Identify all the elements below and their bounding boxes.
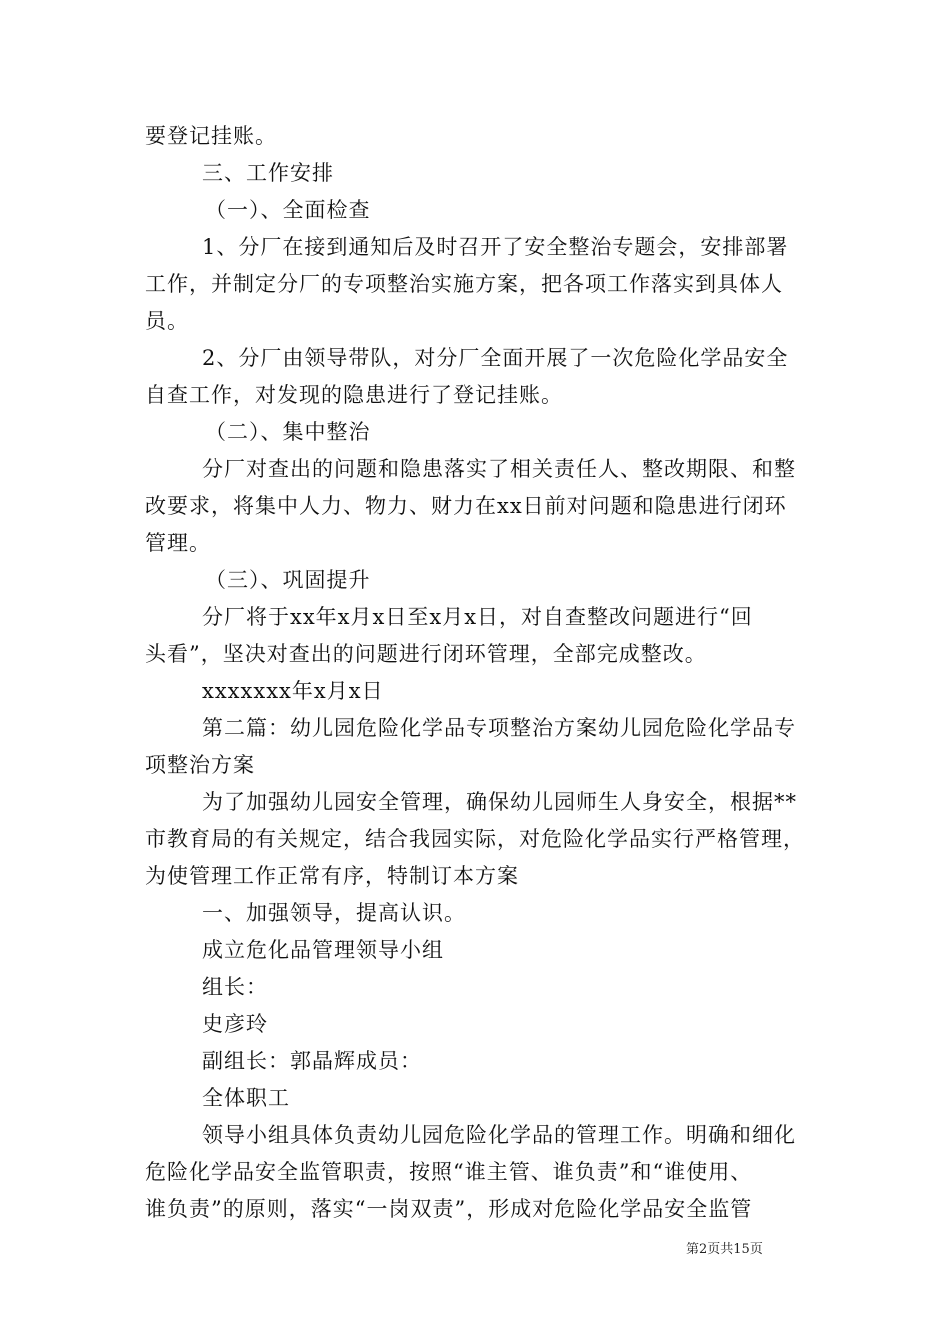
subsection-heading: （二）、集中整治 bbox=[205, 420, 371, 444]
text-line: 副组长：郭晶辉成员： bbox=[202, 1049, 422, 1073]
text-line: 头看”，坚决对查出的问题进行闭环管理，全部完成整改。 bbox=[145, 642, 707, 666]
text-line: 谁负责”的原则，落实“一岗双责”，形成对危险化学品安全监管 bbox=[145, 1197, 753, 1221]
text-line: 分厂将于xx年x月x日至x月x日，对自查整改问题进行“回 bbox=[202, 605, 753, 629]
text-line: 为使管理工作正常有序，特制订本方案 bbox=[145, 864, 519, 888]
text-line: 危险化学品安全监管职责，按照“谁主管、谁负责”和“谁使用、 bbox=[145, 1160, 753, 1184]
text-line: 组长： bbox=[202, 975, 268, 999]
chapter-title-continued: 项整治方案 bbox=[145, 753, 255, 777]
chapter-title: 第二篇：幼儿园危险化学品专项整治方案幼儿园危险化学品专 bbox=[202, 716, 796, 740]
text-line: 市教育局的有关规定，结合我园实际，对危险化学品实行严格管理， bbox=[145, 827, 805, 851]
page-number: 第2页共15页 bbox=[686, 1242, 763, 1257]
text-line: 工作，并制定分厂的专项整治实施方案，把各项工作落实到具体人 bbox=[145, 272, 783, 296]
text-line: 员。 bbox=[145, 309, 189, 333]
section-heading: 三、工作安排 bbox=[202, 161, 334, 185]
text-line: 为了加强幼儿园安全管理，确保幼儿园师生人身安全，根据** bbox=[202, 790, 797, 814]
text-line: 2、分厂由领导带队，对分厂全面开展了一次危险化学品安全 bbox=[202, 346, 789, 370]
text-line: 成立危化品管理领导小组 bbox=[202, 938, 444, 962]
text-line: 史彦玲 bbox=[202, 1012, 268, 1036]
text-line: 1、分厂在接到通知后及时召开了安全整治专题会，安排部署 bbox=[202, 235, 789, 259]
text-line: 领导小组具体负责幼儿园危险化学品的管理工作。明确和细化 bbox=[202, 1123, 796, 1147]
subsection-heading: （三）、巩固提升 bbox=[205, 568, 371, 592]
section-heading: 一、加强领导，提高认识。 bbox=[202, 901, 466, 925]
subsection-heading: （一）、全面检查 bbox=[205, 198, 371, 222]
date-line: xxxxxxx年x月x日 bbox=[202, 679, 384, 703]
text-line: 分厂对查出的问题和隐患落实了相关责任人、整改期限、和整 bbox=[202, 457, 796, 481]
text-line: 自查工作，对发现的隐患进行了登记挂账。 bbox=[145, 383, 563, 407]
text-line: 管理。 bbox=[145, 531, 211, 555]
text-line: 要登记挂账。 bbox=[145, 124, 277, 148]
text-line: 改要求，将集中人力、物力、财力在xx日前对问题和隐患进行闭环 bbox=[145, 494, 787, 518]
text-line: 全体职工 bbox=[202, 1086, 290, 1110]
